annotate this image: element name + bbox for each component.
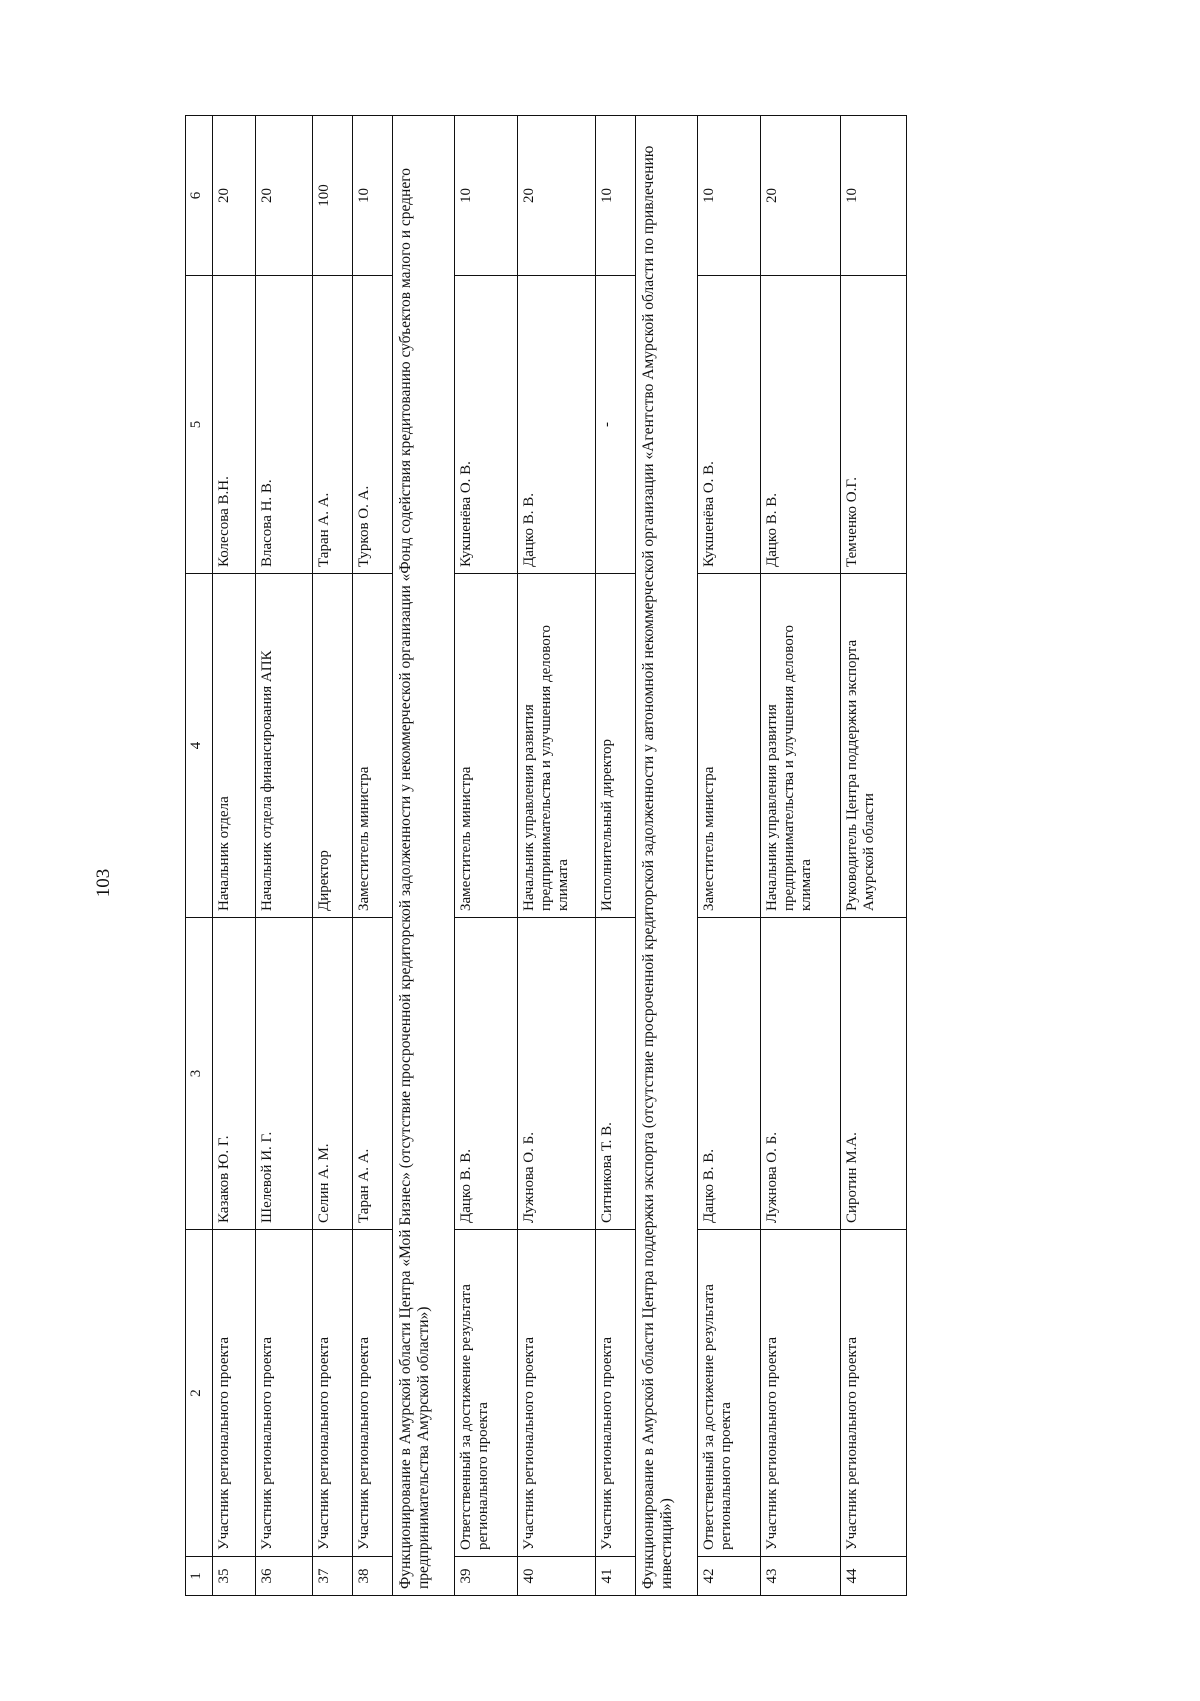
role-cell: Участник регионального проекта <box>353 1230 393 1557</box>
name-cell: Лужнова О. Б. <box>517 918 595 1230</box>
supervisor-cell: Дацко В. В. <box>761 276 841 574</box>
role-cell: Участник регионального проекта <box>517 1230 595 1557</box>
role-cell: Участник регионального проекта <box>761 1230 841 1557</box>
supervisor-cell: Власова Н. В. <box>255 276 312 574</box>
value-cell: 20 <box>213 116 255 276</box>
value-cell: 10 <box>353 116 393 276</box>
row-number: 35 <box>213 1557 255 1596</box>
position-cell: Начальник управления развития предпринимательства и улучшения делового климата <box>761 574 841 918</box>
supervisor-cell: - <box>596 276 636 574</box>
supervisor-cell: Турков О. А. <box>353 276 393 574</box>
column-number-row <box>186 116 213 1596</box>
page-number: 103 <box>93 868 114 898</box>
role-cell: Участник регионального проекта <box>213 1230 255 1557</box>
table-row <box>213 116 255 1596</box>
column-number: 2 <box>186 1230 213 1557</box>
table-row <box>761 116 841 1596</box>
value-cell: 20 <box>761 116 841 276</box>
supervisor-cell: Кукшенёва О. В. <box>454 276 517 574</box>
row-number: 37 <box>312 1557 352 1596</box>
name-cell: Дацко В. В. <box>697 918 760 1230</box>
supervisor-cell: Колесова В.Н. <box>213 276 255 574</box>
role-cell: Участник регионального проекта <box>596 1230 636 1557</box>
name-cell: Таран А. А. <box>353 918 393 1230</box>
row-number: 41 <box>596 1557 636 1596</box>
table-row <box>841 116 907 1596</box>
role-cell: Ответственный за достижение результата регионального проекта <box>454 1230 517 1557</box>
supervisor-cell: Таран А. А. <box>312 276 352 574</box>
position-cell: Директор <box>312 574 352 918</box>
position-cell: Начальник управления развития предпринимательства и улучшения делового климата <box>517 574 595 918</box>
role-cell: Ответственный за достижение результата регионального проекта <box>697 1230 760 1557</box>
value-cell: 10 <box>454 116 517 276</box>
section-row <box>636 116 697 1596</box>
row-number: 39 <box>454 1557 517 1596</box>
section-heading: Функционирование в Амурской области Центра поддержки экспорта (отсутствие просроченной кредиторской задолженности у автономной некоммерческой организации «Агентство Амурской области по привлечению инвестиций») <box>636 116 697 1596</box>
participants-table <box>185 115 907 1596</box>
column-number: 5 <box>186 276 213 574</box>
row-number: 36 <box>255 1557 312 1596</box>
value-cell: 20 <box>517 116 595 276</box>
table-row <box>697 116 760 1596</box>
row-number: 44 <box>841 1557 907 1596</box>
value-cell: 10 <box>841 116 907 276</box>
column-number: 1 <box>186 1557 213 1596</box>
table-row <box>596 116 636 1596</box>
table-row <box>454 116 517 1596</box>
supervisor-cell: Кукшенёва О. В. <box>697 276 760 574</box>
column-number: 6 <box>186 116 213 276</box>
row-number: 42 <box>697 1557 760 1596</box>
role-cell: Участник регионального проекта <box>312 1230 352 1557</box>
table-row <box>517 116 595 1596</box>
rotated-table-container <box>185 116 907 1596</box>
section-row <box>393 116 454 1596</box>
position-cell: Заместитель министра <box>353 574 393 918</box>
supervisor-cell: Дацко В. В. <box>517 276 595 574</box>
name-cell: Казаков Ю. Г. <box>213 918 255 1230</box>
position-cell: Начальник отдела финансирования АПК <box>255 574 312 918</box>
position-cell: Заместитель министра <box>454 574 517 918</box>
value-cell: 100 <box>312 116 352 276</box>
value-cell: 20 <box>255 116 312 276</box>
name-cell: Шелевой И. Г. <box>255 918 312 1230</box>
table-row <box>312 116 352 1596</box>
position-cell: Заместитель министра <box>697 574 760 918</box>
supervisor-cell: Темченко О.Г. <box>841 276 907 574</box>
column-number: 3 <box>186 918 213 1230</box>
role-cell: Участник регионального проекта <box>841 1230 907 1557</box>
name-cell: Сиротин М.А. <box>841 918 907 1230</box>
row-number: 40 <box>517 1557 595 1596</box>
column-number: 4 <box>186 574 213 918</box>
position-cell: Исполнительный директор <box>596 574 636 918</box>
table-row <box>255 116 312 1596</box>
name-cell: Ситникова Т. В. <box>596 918 636 1230</box>
name-cell: Дацко В. В. <box>454 918 517 1230</box>
row-number: 43 <box>761 1557 841 1596</box>
value-cell: 10 <box>697 116 760 276</box>
value-cell: 10 <box>596 116 636 276</box>
table-row <box>353 116 393 1596</box>
position-cell: Руководитель Центра поддержки экспорта Амурской области <box>841 574 907 918</box>
name-cell: Селин А. М. <box>312 918 352 1230</box>
section-heading: Функционирование в Амурской области Центра «Мой Бизнес» (отсутствие просроченной кредиторской задолженности у некоммерческой организации «Фонд содействия кредитованию субъектов малого и среднего предпринимательства Амурской области») <box>393 116 454 1596</box>
name-cell: Лужнова О. Б. <box>761 918 841 1230</box>
row-number: 38 <box>353 1557 393 1596</box>
role-cell: Участник регионального проекта <box>255 1230 312 1557</box>
position-cell: Начальник отдела <box>213 574 255 918</box>
